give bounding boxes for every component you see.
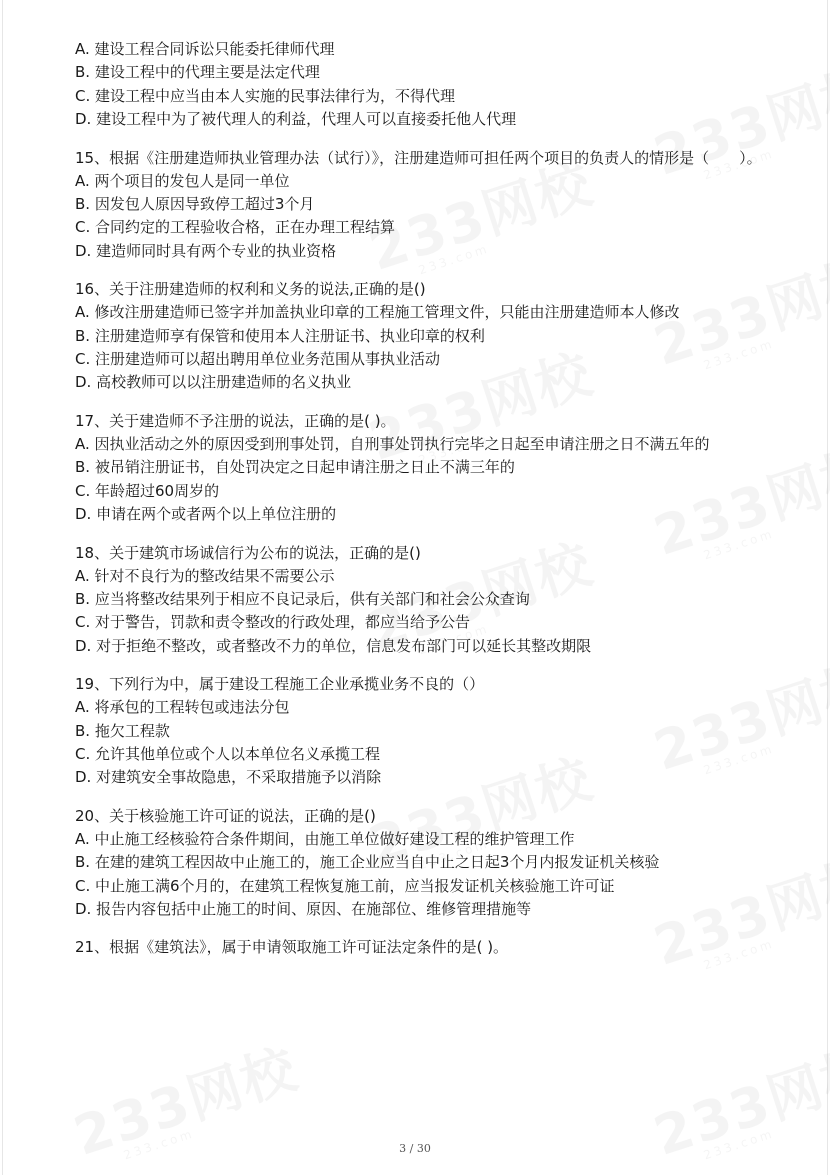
question-20 [75, 804, 765, 922]
page-edge-left [2, 0, 3, 1175]
question-stem: 20、关于核验施工许可证的说法，正确的是() [75, 806, 376, 825]
question-stem: 18、关于建筑市场诚信行为公布的说法，正确的是() [75, 543, 421, 562]
option-list [75, 433, 765, 527]
option-b: B. 拖欠工程款 [75, 721, 170, 740]
option-b: B. 建设工程中的代理主要是法定代理 [75, 63, 320, 82]
option-b: B. 因发包人原因导致停工超过3个月 [75, 195, 315, 214]
option-list [75, 565, 765, 659]
option-c: C. 允许其他单位或个人以本单位名义承揽工程 [75, 744, 381, 763]
option-b: B. 注册建造师享有保管和使用本人注册证书、执业印章的权利 [75, 326, 485, 345]
option-list [75, 38, 765, 132]
question-15 [75, 146, 765, 264]
question-stem: 17、关于建造师不予注册的说法，正确的是( )。 [75, 411, 396, 430]
question-17 [75, 409, 765, 527]
option-a: A. 针对不良行为的整改结果不需要公示 [75, 566, 335, 585]
option-c: C. 建设工程中应当由本人实施的民事法律行为，不得代理 [75, 86, 456, 105]
question-stem: 15、根据《注册建造师执业管理办法（试行）》，注册建造师可担任两个项目的负责人的情形是（ ）。 [75, 148, 762, 167]
question-stem: 16、关于注册建造师的权利和义务的说法,正确的是() [75, 280, 426, 299]
option-c: C. 中止施工满6个月的，在建筑工程恢复施工前，应当报发证机关核验施工许可证 [75, 876, 615, 895]
option-a: A. 建设工程合同诉讼只能委托律师代理 [75, 40, 335, 58]
question-18 [75, 541, 765, 659]
option-d: D. 报告内容包括中止施工的时间、原因、在施部位、维修管理措施等 [75, 899, 532, 918]
question-16 [75, 277, 765, 395]
option-b: B. 在建的建筑工程因故中止施工的，施工企业应当自中止之日起3个月内报发证机关核验 [75, 853, 660, 872]
option-d: D. 对于拒绝不整改，或者整改不力的单位，信息发布部门可以延长其整改期限 [75, 636, 592, 655]
option-c: C. 合同约定的工程验收合格，正在办理工程结算 [75, 218, 396, 237]
option-list [75, 301, 765, 395]
option-d: D. 建设工程中为了被代理人的利益，代理人可以直接委托他人代理 [75, 110, 517, 129]
page-indicator: 3 / 30 [399, 1142, 431, 1155]
option-a: A. 因执业活动之外的原因受到刑事处罚，自刑事处罚执行完毕之日起至申请注册之日不满五年的 [75, 434, 710, 453]
option-c: C. 年龄超过60周岁的 [75, 481, 220, 500]
question-list [75, 38, 765, 973]
option-c: C. 注册建造师可以超出聘用单位业务范围从事执业活动 [75, 350, 441, 369]
option-b: B. 应当将整改结果列于相应不良记录后，供有关部门和社会公众查询 [75, 589, 530, 608]
option-list [75, 696, 765, 790]
option-d: D. 建造师同时具有两个专业的执业资格 [75, 241, 337, 260]
option-d: D. 高校教师可以以注册建造师的名义执业 [75, 373, 352, 392]
option-a: A. 中止施工经核验符合条件期间，由施工单位做好建设工程的维护管理工作 [75, 829, 575, 848]
option-a: A. 两个项目的发包人是同一单位 [75, 171, 290, 190]
option-d: D. 对建筑安全事故隐患，不采取措施予以消除 [75, 768, 382, 787]
option-d: D. 申请在两个或者两个以上单位注册的 [75, 505, 337, 524]
question-19 [75, 672, 765, 790]
page-footer [0, 1142, 830, 1155]
option-c: C. 对于警告，罚款和责令整改的行政处理，都应当给予公告 [75, 613, 471, 632]
question-stem: 21、根据《建筑法》，属于申请领取施工许可证法定条件的是( )。 [75, 938, 509, 957]
option-list [75, 170, 765, 264]
page-edge-right [827, 0, 828, 1175]
question-21 [75, 935, 765, 959]
option-list [75, 828, 765, 922]
option-a: A. 将承包的工程转包或违法分包 [75, 698, 290, 717]
question-14-continued [75, 38, 765, 132]
option-b: B. 被吊销注册证书，自处罚决定之日起申请注册之日止不满三年的 [75, 458, 515, 477]
option-a: A. 修改注册建造师已签字并加盖执业印章的工程施工管理文件，只能由注册建造师本人修改 [75, 303, 680, 322]
question-stem: 19、下列行为中，属于建设工程施工企业承揽业务不良的（） [75, 675, 485, 694]
